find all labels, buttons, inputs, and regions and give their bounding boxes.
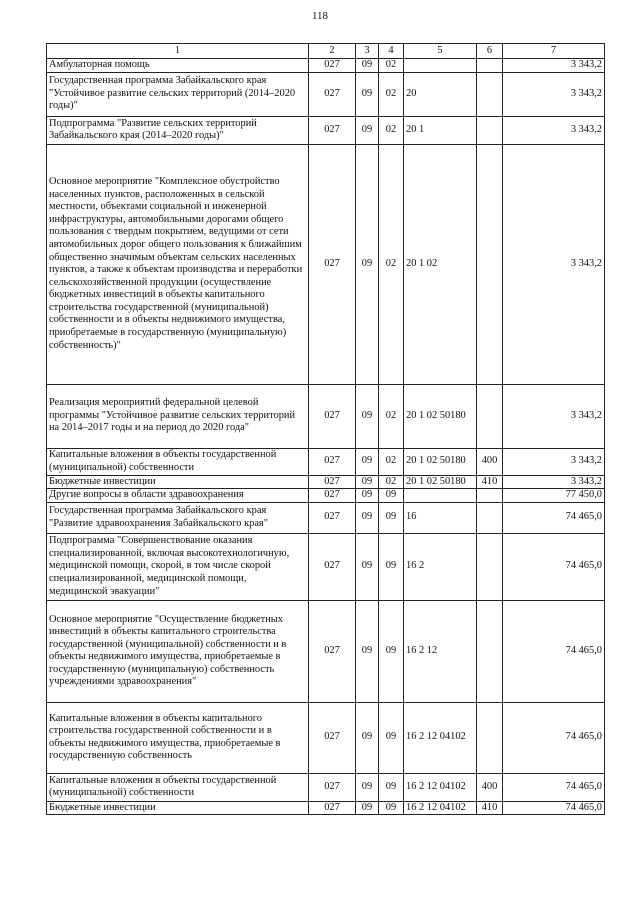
row-expense-type-code: 410 [477, 801, 503, 815]
table-row [47, 801, 605, 815]
row-name: Другие вопросы в области здравоохранения [47, 489, 309, 503]
row-section-code: 09 [356, 475, 379, 489]
row-grbs-code: 027 [309, 384, 356, 448]
row-section-code: 09 [356, 448, 379, 475]
row-target-article-code: 16 [404, 502, 477, 533]
table-row [47, 475, 605, 489]
row-expense-type-code [477, 702, 503, 773]
row-name: Подпрограмма "Развитие сельских территорий Забайкальского края (2014–2020 годы)" [47, 116, 309, 144]
row-subsection-code: 02 [379, 448, 404, 475]
row-amount: 74 465,0 [503, 773, 605, 801]
row-amount: 74 465,0 [503, 702, 605, 773]
row-target-article-code: 20 1 02 50180 [404, 384, 477, 448]
row-section-code: 09 [356, 533, 379, 600]
table-row [47, 72, 605, 116]
row-target-article-code [404, 59, 477, 73]
row-name: Бюджетные инвестиции [47, 475, 309, 489]
row-section-code: 09 [356, 384, 379, 448]
row-expense-type-code [477, 384, 503, 448]
row-section-code: 09 [356, 489, 379, 503]
column-header: 2 [309, 44, 356, 59]
row-target-article-code: 16 2 12 04102 [404, 801, 477, 815]
row-amount: 77 450,0 [503, 489, 605, 503]
row-amount: 74 465,0 [503, 600, 605, 702]
row-subsection-code: 02 [379, 144, 404, 384]
row-expense-type-code [477, 144, 503, 384]
row-grbs-code: 027 [309, 702, 356, 773]
table-row [47, 702, 605, 773]
row-section-code: 09 [356, 801, 379, 815]
column-header: 6 [477, 44, 503, 59]
row-name: Капитальные вложения в объекты государственной (муниципальной) собственности [47, 448, 309, 475]
row-grbs-code: 027 [309, 533, 356, 600]
row-name: Капитальные вложения в объекты капитального строительства государственной собственности и в объекты недвижимого имущества, приобретаемые в государственную собственность [47, 702, 309, 773]
column-header: 3 [356, 44, 379, 59]
row-expense-type-code [477, 72, 503, 116]
row-grbs-code: 027 [309, 116, 356, 144]
row-expense-type-code [477, 116, 503, 144]
row-amount: 3 343,2 [503, 448, 605, 475]
row-amount: 74 465,0 [503, 502, 605, 533]
row-target-article-code: 16 2 12 04102 [404, 702, 477, 773]
budget-table [46, 43, 605, 815]
column-number-row [47, 44, 605, 59]
row-subsection-code: 09 [379, 801, 404, 815]
row-subsection-code: 02 [379, 116, 404, 144]
row-amount: 3 343,2 [503, 116, 605, 144]
row-subsection-code: 02 [379, 475, 404, 489]
row-target-article-code: 20 1 02 [404, 144, 477, 384]
row-subsection-code: 02 [379, 59, 404, 73]
row-grbs-code: 027 [309, 502, 356, 533]
table-row [47, 384, 605, 448]
table-row [47, 144, 605, 384]
row-subsection-code: 09 [379, 489, 404, 503]
table-row [47, 502, 605, 533]
row-grbs-code: 027 [309, 448, 356, 475]
row-section-code: 09 [356, 72, 379, 116]
table-row [47, 116, 605, 144]
row-section-code: 09 [356, 600, 379, 702]
row-name: Капитальные вложения в объекты государственной (муниципальной) собственности [47, 773, 309, 801]
row-name: Государственная программа Забайкальского края "Устойчивое развитие сельских территорий (2014–2020 годы)" [47, 72, 309, 116]
row-subsection-code: 02 [379, 72, 404, 116]
row-section-code: 09 [356, 702, 379, 773]
row-target-article-code: 16 2 12 [404, 600, 477, 702]
row-expense-type-code [477, 600, 503, 702]
row-section-code: 09 [356, 502, 379, 533]
row-subsection-code: 09 [379, 773, 404, 801]
table-row [47, 600, 605, 702]
row-target-article-code: 20 1 02 50180 [404, 475, 477, 489]
row-name: Реализация мероприятий федеральной целевой программы "Устойчивое развитие сельских территорий на 2014–2017 годы и на период до 2020 года" [47, 384, 309, 448]
row-expense-type-code [477, 533, 503, 600]
row-expense-type-code [477, 59, 503, 73]
row-section-code: 09 [356, 116, 379, 144]
row-subsection-code: 09 [379, 533, 404, 600]
column-header: 5 [404, 44, 477, 59]
row-section-code: 09 [356, 144, 379, 384]
column-header: 1 [47, 44, 309, 59]
row-expense-type-code [477, 502, 503, 533]
row-section-code: 09 [356, 773, 379, 801]
column-header: 7 [503, 44, 605, 59]
row-expense-type-code: 410 [477, 475, 503, 489]
page-number: 118 [311, 10, 329, 22]
row-expense-type-code: 400 [477, 448, 503, 475]
table-row [47, 533, 605, 600]
row-amount: 74 465,0 [503, 533, 605, 600]
row-grbs-code: 027 [309, 489, 356, 503]
row-grbs-code: 027 [309, 773, 356, 801]
row-amount: 3 343,2 [503, 72, 605, 116]
row-subsection-code: 09 [379, 702, 404, 773]
table-row [47, 448, 605, 475]
row-name: Основное мероприятие "Осуществление бюджетных инвестиций в объекты капитального строительства государственной (муниципальной) собственности и в объекты недвижимого имущества, приобретаемые в государственную (муниципальную) собственность учреждениями здравоохранения" [47, 600, 309, 702]
table-row [47, 773, 605, 801]
row-grbs-code: 027 [309, 801, 356, 815]
row-target-article-code: 16 2 [404, 533, 477, 600]
row-name: Амбулаторная помощь [47, 59, 309, 73]
table-row [47, 59, 605, 73]
row-name: Подпрограмма "Совершенствование оказания специализированной, включая высокотехнологичную, медицинской помощи, скорой, в том числе скорой специализированной, медицинской помощи, медицинской эвакуации" [47, 533, 309, 600]
row-grbs-code: 027 [309, 475, 356, 489]
row-target-article-code: 20 1 [404, 116, 477, 144]
row-amount: 3 343,2 [503, 144, 605, 384]
row-subsection-code: 09 [379, 502, 404, 533]
row-grbs-code: 027 [309, 600, 356, 702]
row-name: Бюджетные инвестиции [47, 801, 309, 815]
row-grbs-code: 027 [309, 59, 356, 73]
row-expense-type-code: 400 [477, 773, 503, 801]
row-expense-type-code [477, 489, 503, 503]
row-section-code: 09 [356, 59, 379, 73]
row-amount: 3 343,2 [503, 475, 605, 489]
table-row [47, 489, 605, 503]
row-target-article-code [404, 489, 477, 503]
row-subsection-code: 09 [379, 600, 404, 702]
row-target-article-code: 16 2 12 04102 [404, 773, 477, 801]
row-amount: 74 465,0 [503, 801, 605, 815]
row-grbs-code: 027 [309, 72, 356, 116]
row-target-article-code: 20 1 02 50180 [404, 448, 477, 475]
row-name: Государственная программа Забайкальского края "Развитие здравоохранения Забайкальского края" [47, 502, 309, 533]
row-name: Основное мероприятие "Комплексное обустройство населенных пунктов, расположенных в сельской местности, объектами социальной и инженерной инфраструктуры, автомобильными дорогами общего пользования с твердым покрытием, ведущими от сети автомобильных дорог общего пользования к ближайшим общественно значимым объектам сельских населенных пунктов, а также к объектам производства и переработки сельскохозяйственной продукции (осуществление бюджетных инвестиций в объекты капитального строительства государственной (муниципальной) собственности и в объекты недвижимого имущества, приобретаемые в государственную (муниципальную) собственность)" [47, 144, 309, 384]
row-amount: 3 343,2 [503, 59, 605, 73]
row-amount: 3 343,2 [503, 384, 605, 448]
column-header: 4 [379, 44, 404, 59]
row-target-article-code: 20 [404, 72, 477, 116]
row-grbs-code: 027 [309, 144, 356, 384]
row-subsection-code: 02 [379, 384, 404, 448]
